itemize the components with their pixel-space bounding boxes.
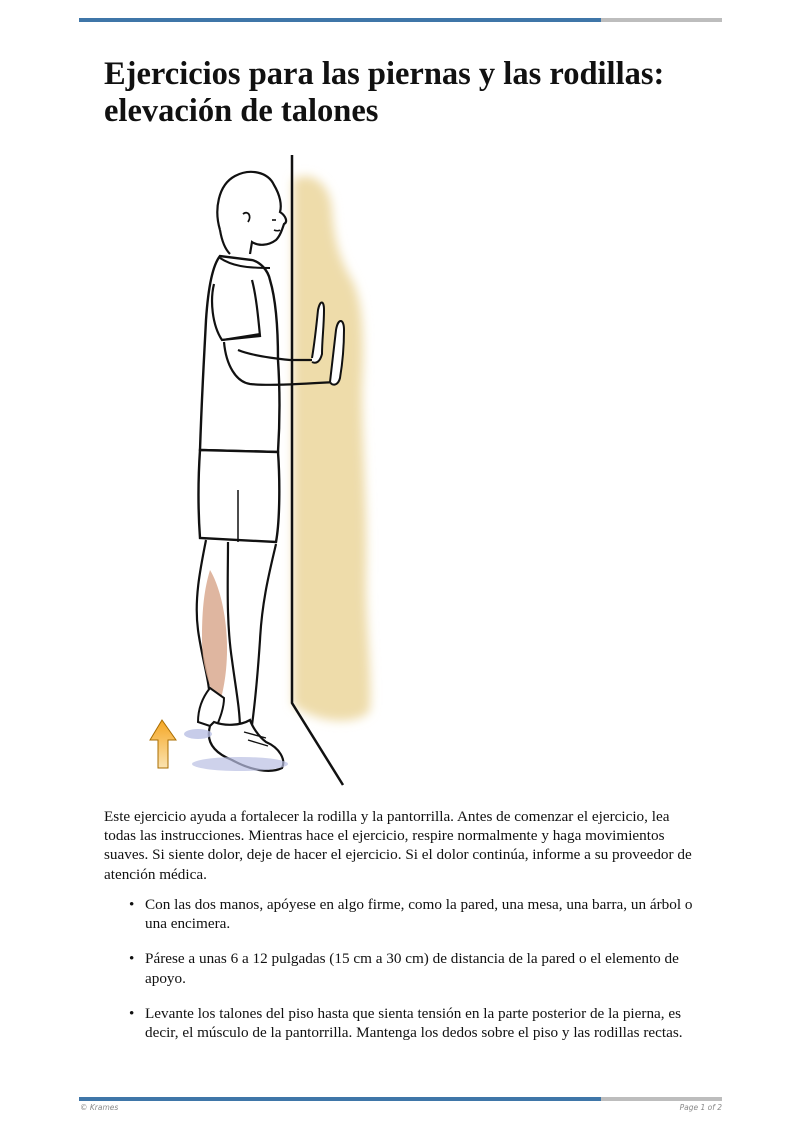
heel-raise-illustration bbox=[140, 150, 400, 790]
footer-progress-bar bbox=[79, 1097, 722, 1101]
footer-bar-remainder bbox=[601, 1097, 722, 1101]
list-item-text: Levante los talones del piso hasta que sienta tensión en la parte posterior de la pierna, es decir, el músculo de la pantorrilla. Mantenga los dedos sobre el piso y las rodillas rectas. bbox=[145, 1004, 683, 1042]
bullet-icon: • bbox=[129, 950, 135, 968]
list-item-text: Con las dos manos, apóyese en algo firme, como la pared, una mesa, una barra, un árbol o una encimera. bbox=[145, 896, 693, 933]
heel-raise-illustration-icon bbox=[140, 150, 400, 790]
title-line-2: elevación de talones bbox=[104, 93, 379, 129]
list-item-text: Párese a unas 6 a 12 pulgadas (15 cm a 30 cm) de distancia de la pared o el elemento de apoyo. bbox=[145, 950, 679, 987]
list-item bbox=[104, 949, 704, 987]
bullet-icon: • bbox=[129, 896, 135, 913]
footer-bar-accent bbox=[79, 1097, 601, 1101]
page-title bbox=[104, 56, 724, 130]
intro-paragraph: Este ejercicio ayuda a fortalecer la rodilla y la pantorrilla. Antes de comenzar el ejercicio, lea todas las instrucciones. Mientras hace el ejercicio, respire normalmente y haga movimientos suaves. Si siente dolor, deje de hacer el ejercicio. Si el dolor continúa, informe a su proveedor de atención médica. bbox=[104, 808, 692, 883]
header-bar-accent bbox=[79, 18, 601, 22]
title-line-1: Ejercicios para las piernas y las rodillas: bbox=[104, 56, 665, 92]
up-arrow-icon bbox=[150, 720, 176, 768]
footer-page-number: Page 1 of 2 bbox=[679, 1103, 722, 1112]
list-item bbox=[104, 895, 704, 933]
instructions-list bbox=[104, 895, 704, 1058]
list-item bbox=[104, 1004, 704, 1042]
header-progress-bar bbox=[79, 18, 722, 22]
bullet-icon: • bbox=[129, 1004, 135, 1022]
header-bar-remainder bbox=[601, 18, 722, 22]
footer-copyright: © Krames bbox=[80, 1103, 119, 1112]
